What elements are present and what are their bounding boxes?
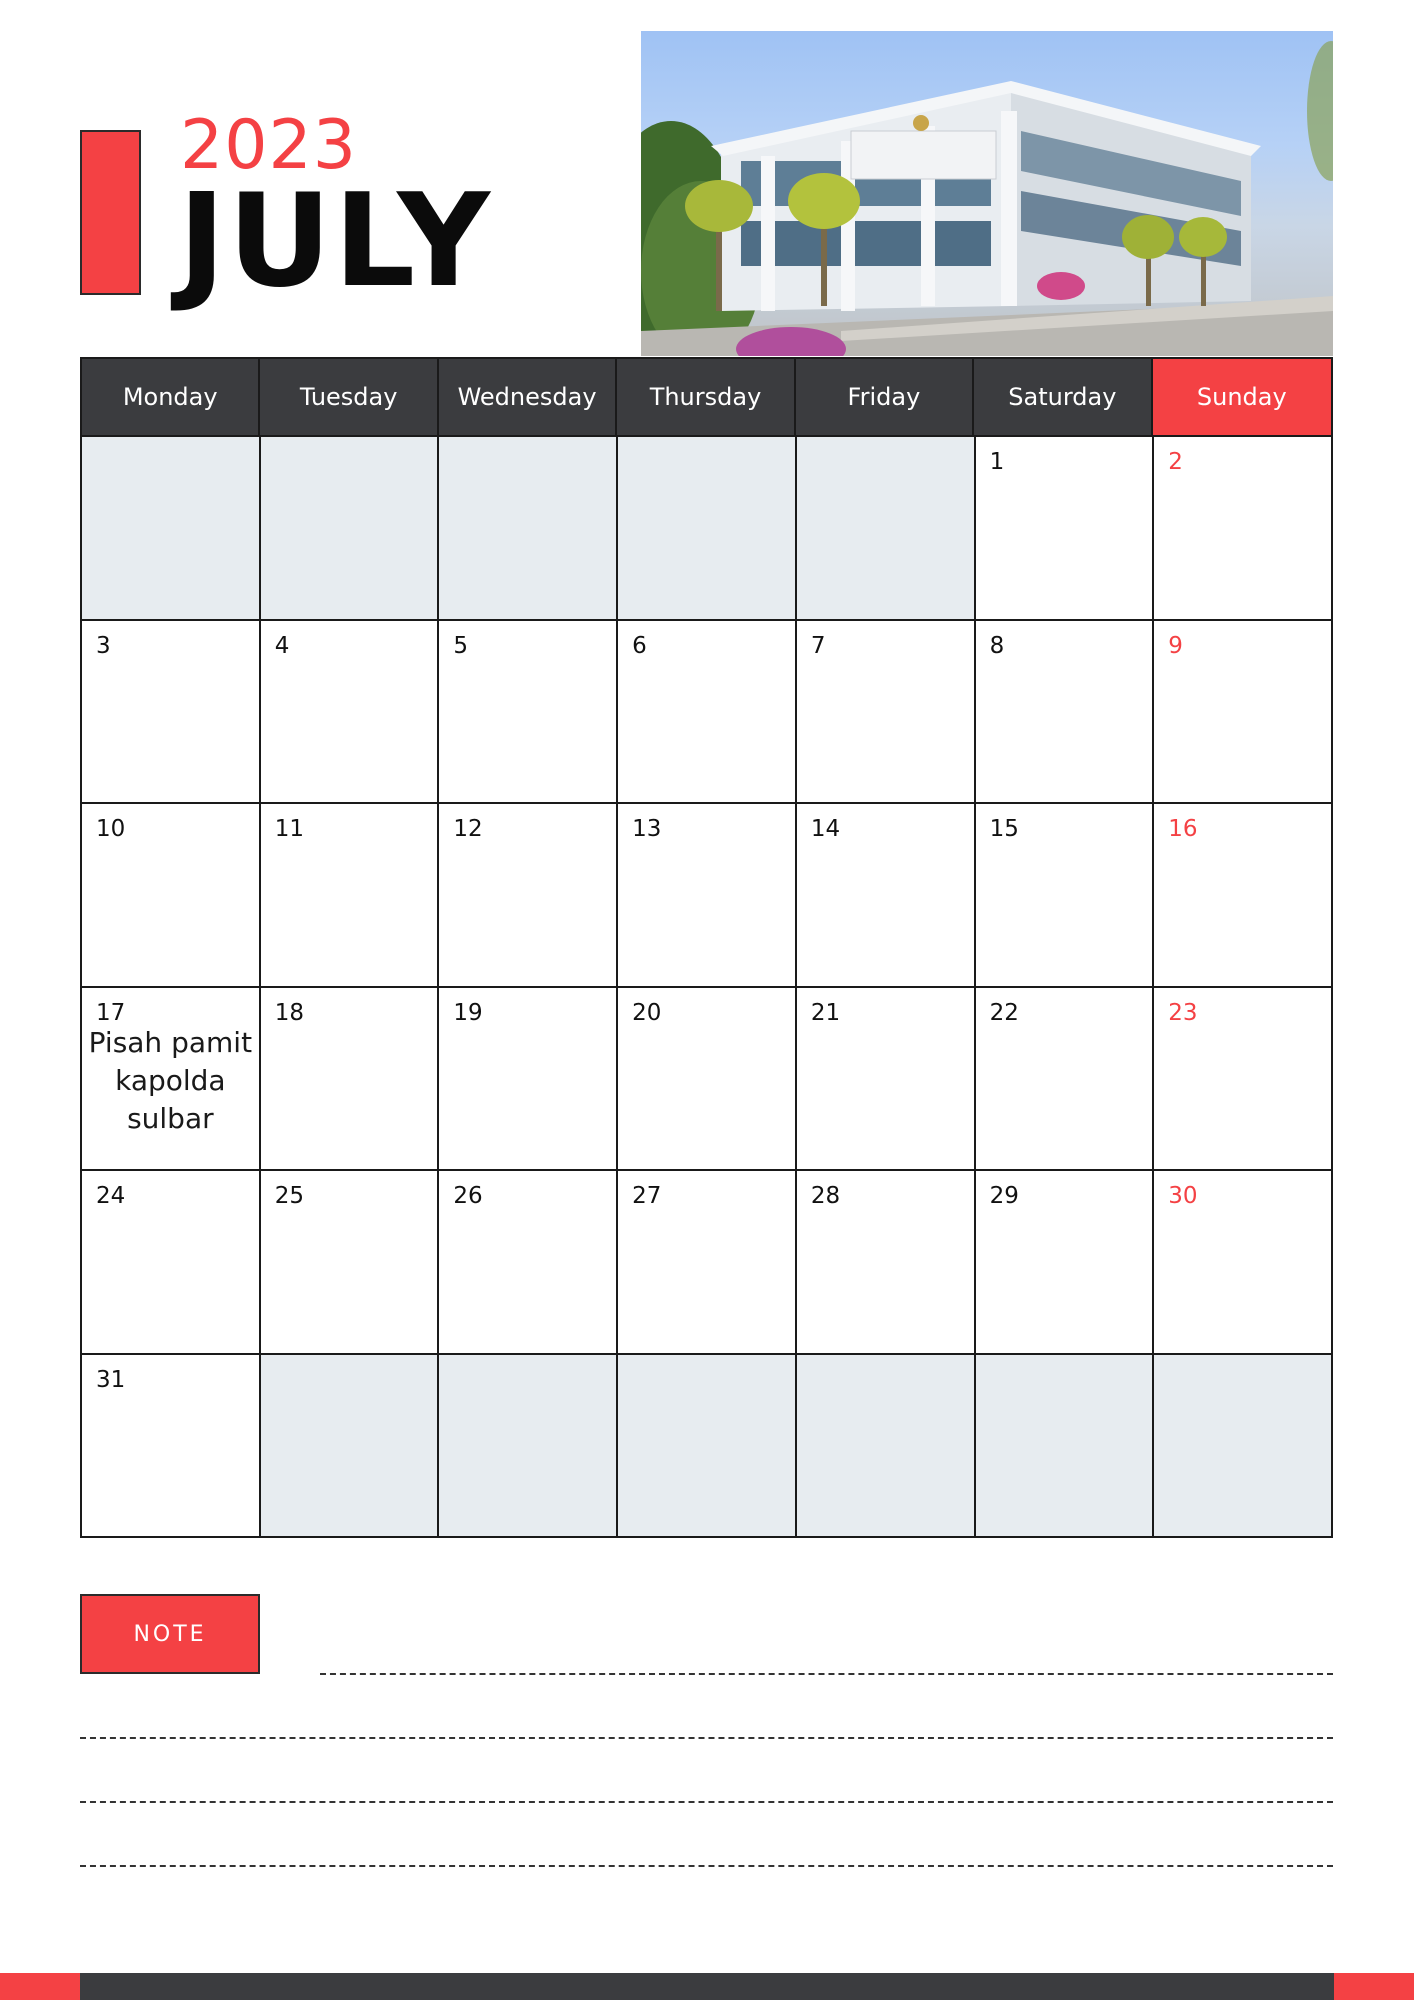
day-cell[interactable] <box>1154 1171 1333 1355</box>
day-number: 18 <box>274 999 304 1026</box>
day-number: 10 <box>96 816 126 842</box>
note-line[interactable] <box>320 1673 1333 1675</box>
day-cell[interactable] <box>797 621 976 805</box>
weekday-sunday: Sunday <box>1153 359 1331 435</box>
day-cell[interactable] <box>439 804 618 988</box>
day-number: 25 <box>274 1183 304 1209</box>
day-number: 2 <box>1168 449 1183 475</box>
day-number: 17 <box>96 999 126 1026</box>
day-cell[interactable] <box>797 1171 976 1355</box>
day-number: 5 <box>453 632 469 659</box>
day-cell[interactable] <box>618 804 797 988</box>
day-cell[interactable] <box>439 1171 618 1355</box>
day-number: 16 <box>1168 816 1198 842</box>
day-cell-empty <box>618 1355 797 1539</box>
day-number: 4 <box>274 632 290 659</box>
calendar-days <box>80 435 1333 1538</box>
day-cell[interactable] <box>976 988 1155 1172</box>
weekday-tuesday: Tuesday <box>260 359 438 435</box>
day-number: 30 <box>1168 1183 1198 1209</box>
weekday-saturday: Saturday <box>974 359 1152 435</box>
weekday-wednesday: Wednesday <box>439 359 617 435</box>
day-cell[interactable] <box>797 988 976 1172</box>
day-cell[interactable] <box>976 437 1155 621</box>
footer-accent-left <box>0 1973 80 2000</box>
day-number: 14 <box>810 816 841 842</box>
weekday-friday: Friday <box>796 359 974 435</box>
weekday-thursday: Thursday <box>617 359 795 435</box>
day-number: 26 <box>453 1183 483 1209</box>
footer-bar <box>0 1973 1414 2000</box>
day-cell-empty <box>618 437 797 621</box>
day-cell[interactable] <box>618 1171 797 1355</box>
day-cell[interactable] <box>82 1355 261 1539</box>
calendar-grid <box>80 357 1333 1538</box>
accent-bar <box>80 130 141 295</box>
building-illustration <box>641 31 1333 356</box>
day-cell[interactable] <box>82 1171 261 1355</box>
day-cell-empty <box>797 437 976 621</box>
day-cell[interactable] <box>1154 621 1333 805</box>
day-cell[interactable] <box>976 1171 1155 1355</box>
day-number: 19 <box>453 999 483 1026</box>
note-line[interactable] <box>80 1865 1333 1867</box>
day-cell[interactable] <box>1154 804 1333 988</box>
note-line[interactable] <box>80 1801 1333 1803</box>
day-number: 29 <box>989 1183 1019 1209</box>
day-number: 7 <box>810 632 826 659</box>
day-number: 12 <box>453 816 483 842</box>
day-cell[interactable] <box>976 804 1155 988</box>
day-cell[interactable] <box>1154 988 1333 1172</box>
day-cell-empty <box>439 437 618 621</box>
day-cell[interactable] <box>261 621 440 805</box>
day-number: 3 <box>96 632 111 659</box>
weekday-monday: Monday <box>82 359 260 435</box>
day-number: 9 <box>1168 632 1183 659</box>
footer-accent-right <box>1334 1973 1414 2000</box>
day-cell[interactable] <box>261 804 440 988</box>
day-cell-empty <box>261 1355 440 1539</box>
day-cell[interactable] <box>439 988 618 1172</box>
day-cell[interactable] <box>261 988 440 1172</box>
day-cell[interactable] <box>618 621 797 805</box>
day-number: 22 <box>989 999 1019 1026</box>
day-cell-empty <box>1154 1355 1333 1539</box>
day-number: 15 <box>989 816 1019 842</box>
day-number: 6 <box>632 632 647 659</box>
day-number: 27 <box>632 1183 662 1209</box>
day-cell[interactable] <box>618 988 797 1172</box>
day-cell[interactable] <box>82 804 261 988</box>
day-number: 1 <box>989 449 1005 475</box>
day-cell-empty <box>976 1355 1155 1539</box>
building-photo <box>641 31 1333 356</box>
footer-dark <box>80 1973 1334 2000</box>
day-cell-empty <box>439 1355 618 1539</box>
day-cell-empty <box>797 1355 976 1539</box>
day-number: 24 <box>96 1183 126 1209</box>
calendar-month: JULY <box>178 167 492 316</box>
weekday-header <box>80 357 1333 435</box>
day-number: 28 <box>810 1183 841 1209</box>
day-number: 11 <box>274 816 304 842</box>
day-number: 8 <box>989 632 1005 659</box>
day-cell[interactable] <box>1154 437 1333 621</box>
day-number: 21 <box>810 999 841 1026</box>
day-cell-empty <box>261 437 440 621</box>
day-cell[interactable] <box>439 621 618 805</box>
day-cell-with-event[interactable] <box>82 988 261 1172</box>
day-cell[interactable] <box>261 1171 440 1355</box>
day-number: 31 <box>96 1366 126 1393</box>
day-cell-empty <box>82 437 261 621</box>
day-cell[interactable] <box>976 621 1155 805</box>
day-cell[interactable] <box>797 804 976 988</box>
day-cell[interactable] <box>82 621 261 805</box>
day-number: 13 <box>632 816 662 842</box>
day-number: 23 <box>1168 999 1198 1026</box>
calendar-year: 2023 <box>180 106 358 185</box>
day-number: 20 <box>632 999 662 1026</box>
event-text: Pisah pamit kapolda sulbar <box>88 1025 253 1135</box>
note-line[interactable] <box>80 1737 1333 1739</box>
note-label: NOTE <box>80 1594 260 1674</box>
